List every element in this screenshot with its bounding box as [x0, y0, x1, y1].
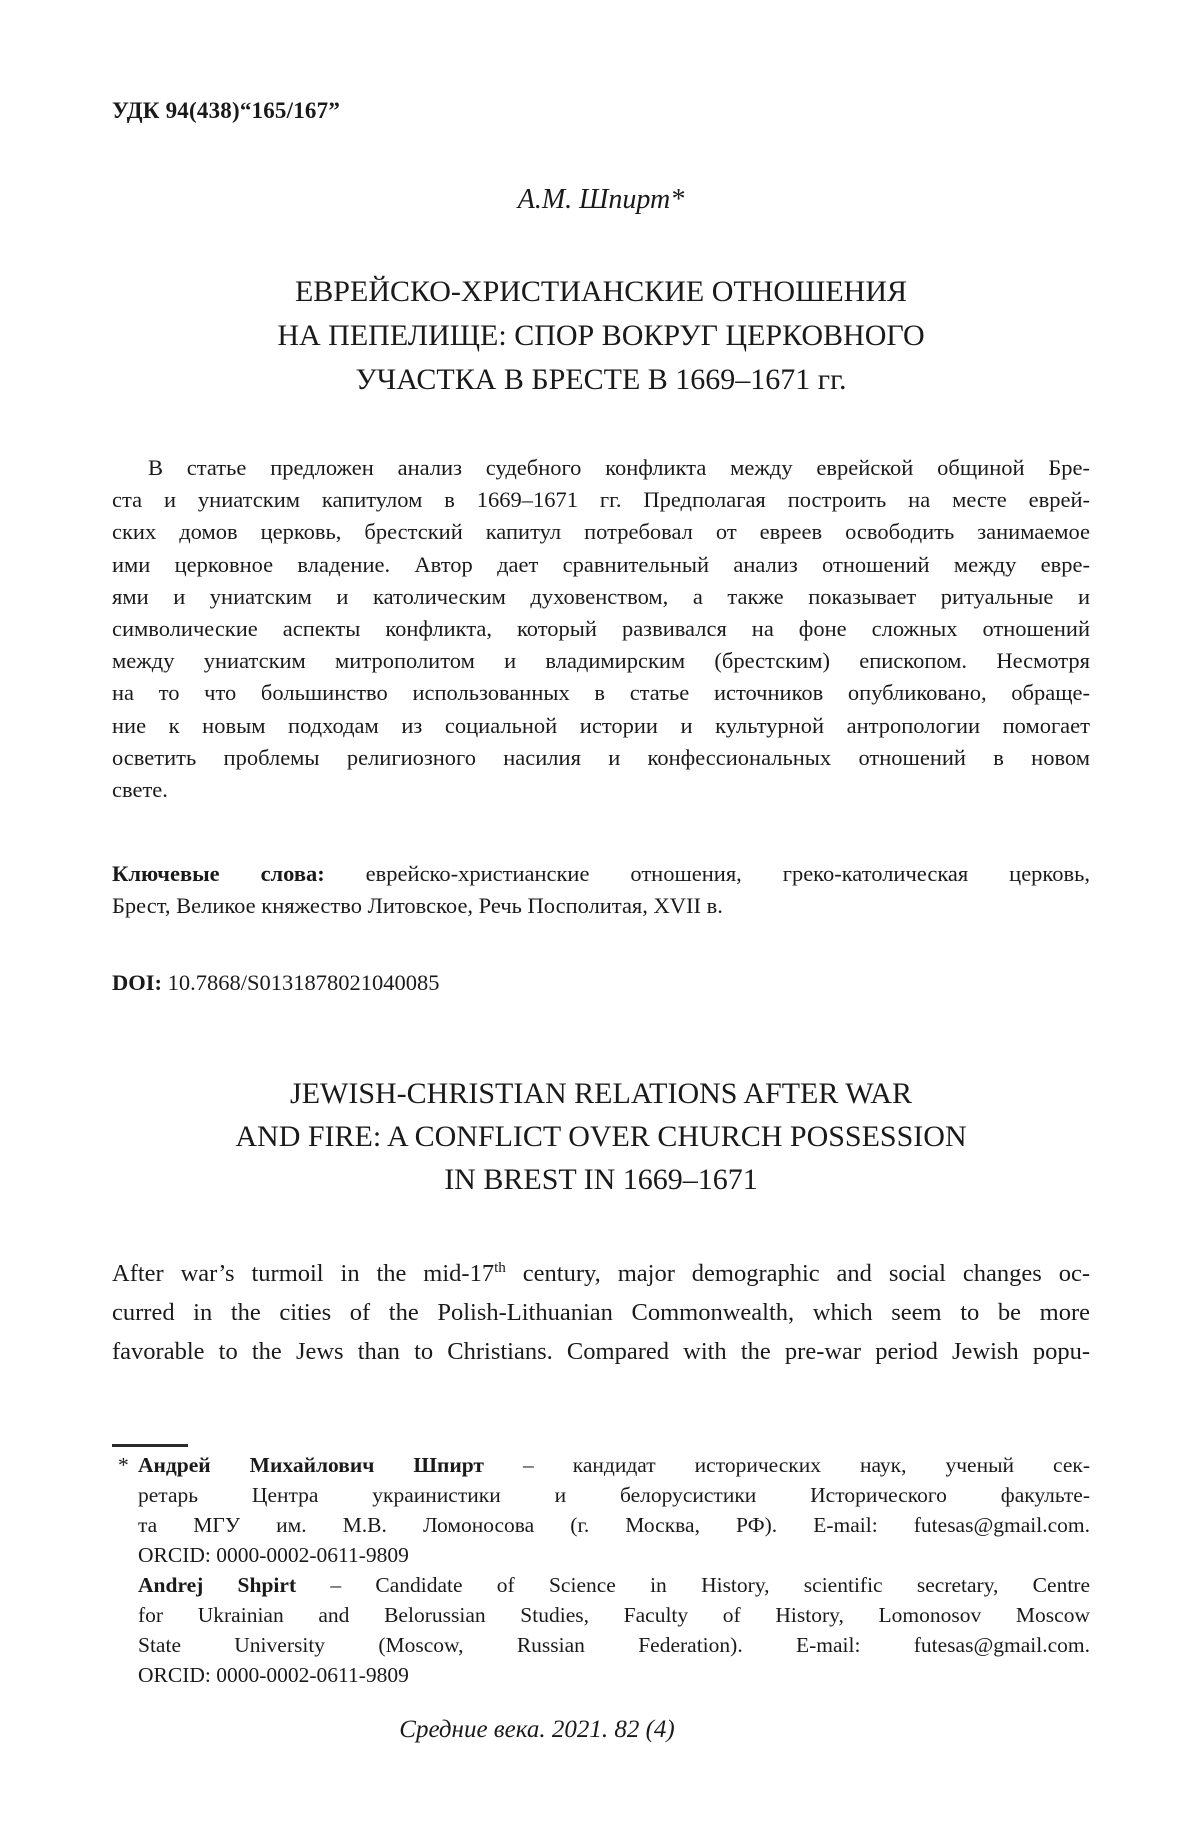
footnote-en-line: State University (Moscow, Russian Federation). E-mail: futesas@gmail.com.: [138, 1633, 1090, 1657]
footnote-author-ru: Андрей Михайлович Шпирт: [138, 1453, 484, 1477]
abstract-ru-line: ста и униатским капитулом в 1669–1671 гг. Предполагая построить на месте еврей-: [112, 487, 1090, 513]
article-title-ru-line: НА ПЕПЕЛИЩЕ: СПОР ВОКРУГ ЦЕРКОВНОГО: [277, 319, 925, 352]
article-title-ru-line: ЕВРЕЙСКО-ХРИСТИАНСКИЕ ОТНОШЕНИЯ: [294, 275, 908, 308]
footnote-en-text: – Candidate of Science in History, scientific secretary, Centre: [296, 1573, 1090, 1597]
doi-value: 10.7868/S0131878021040085: [162, 970, 440, 995]
footnote-ru-line: [138, 1450, 1090, 1480]
doi-block: [112, 970, 1090, 996]
abstract-ru-line: осветить проблемы религиозного насилия и конфессиональных отношений в новом: [112, 744, 1090, 770]
article-title-en-line: AND FIRE: A CONFLICT OVER CHURCH POSSESSION: [235, 1120, 967, 1153]
article-title-en: [112, 1072, 1090, 1201]
footnote-ru-line: ретарь Центра украинистики и белорусистики Исторического факульте-: [138, 1483, 1090, 1507]
abstract-ru-line: В статье предложен анализ судебного конфликта между еврейской общиной Бре-: [148, 455, 1090, 480]
abstract-ru-line: между униатским митрополитом и владимирским (брестским) епископом. Несмотря: [112, 648, 1090, 674]
abstract-ru-line: ями и униатским и католическим духовенством, а также показывает ритуальные и: [112, 583, 1090, 609]
footnote-block: [112, 1450, 1090, 1690]
abstract-ru: [112, 452, 1090, 806]
journal-imprint: Средние века. 2021. 82 (4): [399, 1716, 675, 1743]
abstract-en-text: After war’s turmoil in the mid-17: [112, 1260, 495, 1287]
abstract-en-line: curred in the cities of the Polish-Lithuanian Commonwealth, which seem to be more: [112, 1299, 1090, 1326]
footnote-ru-line: та МГУ им. М.В. Ломоносова (г. Москва, РФ). E-mail: futesas@gmail.com.: [138, 1513, 1090, 1537]
abstract-ru-line: ими церковное владение. Автор дает сравнительный анализ отношений между евре-: [112, 551, 1090, 577]
abstract-ru-line: ских домов церковь, брестский капитул потребовал от евреев освободить занимаемое: [112, 519, 1090, 545]
keywords-block: [112, 858, 1090, 921]
article-title-en-line: IN BREST IN 1669–1671: [444, 1163, 758, 1196]
abstract-en-line: favorable to the Jews than to Christians. Compared with the pre-war period Jewish popu-: [112, 1338, 1090, 1365]
abstract-en-text: century, major demographic and social changes oc-: [505, 1260, 1090, 1287]
abstract-en: [112, 1254, 1090, 1371]
abstract-ru-line: на то что большинство использованных в статье источников опубликовано, обраще-: [112, 680, 1090, 706]
keywords-line: Брест, Великое княжество Литовское, Речь Посполитая, XVII в.: [112, 892, 723, 918]
author-name: А.М. Шпирт*: [517, 184, 685, 215]
keywords-text: еврейско-христианские отношения, греко-католическая церковь,: [324, 861, 1090, 886]
footnote-en-line: for Ukrainian and Belorussian Studies, Faculty of History, Lomonosov Moscow: [138, 1603, 1090, 1627]
footnote-ru-text: – кандидат исторических наук, ученый сек-: [483, 1453, 1091, 1477]
footnote-separator-rule: [112, 1444, 188, 1447]
footnote-asterisk: *: [118, 1453, 129, 1477]
footnote-orcid-en: ORCID: 0000-0002-0611-9809: [138, 1663, 409, 1687]
abstract-ru-line: свете.: [112, 777, 168, 803]
abstract-ru-line: символические аспекты конфликта, который развивался на фоне сложных отношений: [112, 616, 1090, 642]
doi-label: DOI:: [112, 970, 162, 995]
footnote-orcid-ru: ORCID: 0000-0002-0611-9809: [138, 1543, 409, 1567]
ordinal-superscript: th: [494, 1258, 506, 1276]
article-title-ru-line: УЧАСТКА В БРЕСТЕ В 1669–1671 гг.: [355, 363, 847, 396]
keywords-label: Ключевые слова:: [112, 861, 325, 886]
abstract-en-line: [112, 1254, 1090, 1293]
footnote-author-en: Andrej Shpirt: [138, 1573, 297, 1597]
abstract-ru-line: ние к новым подходам из социальной истории и культурной антропологии помогает: [112, 712, 1090, 738]
article-title-ru: [112, 270, 1090, 402]
article-title-en-line: JEWISH-CHRISTIAN RELATIONS AFTER WAR: [290, 1077, 912, 1110]
footnote-en-line: [138, 1570, 1090, 1600]
keywords-line: [112, 858, 1090, 890]
udc-code: УДК 94(438)“165/167”: [112, 98, 341, 123]
